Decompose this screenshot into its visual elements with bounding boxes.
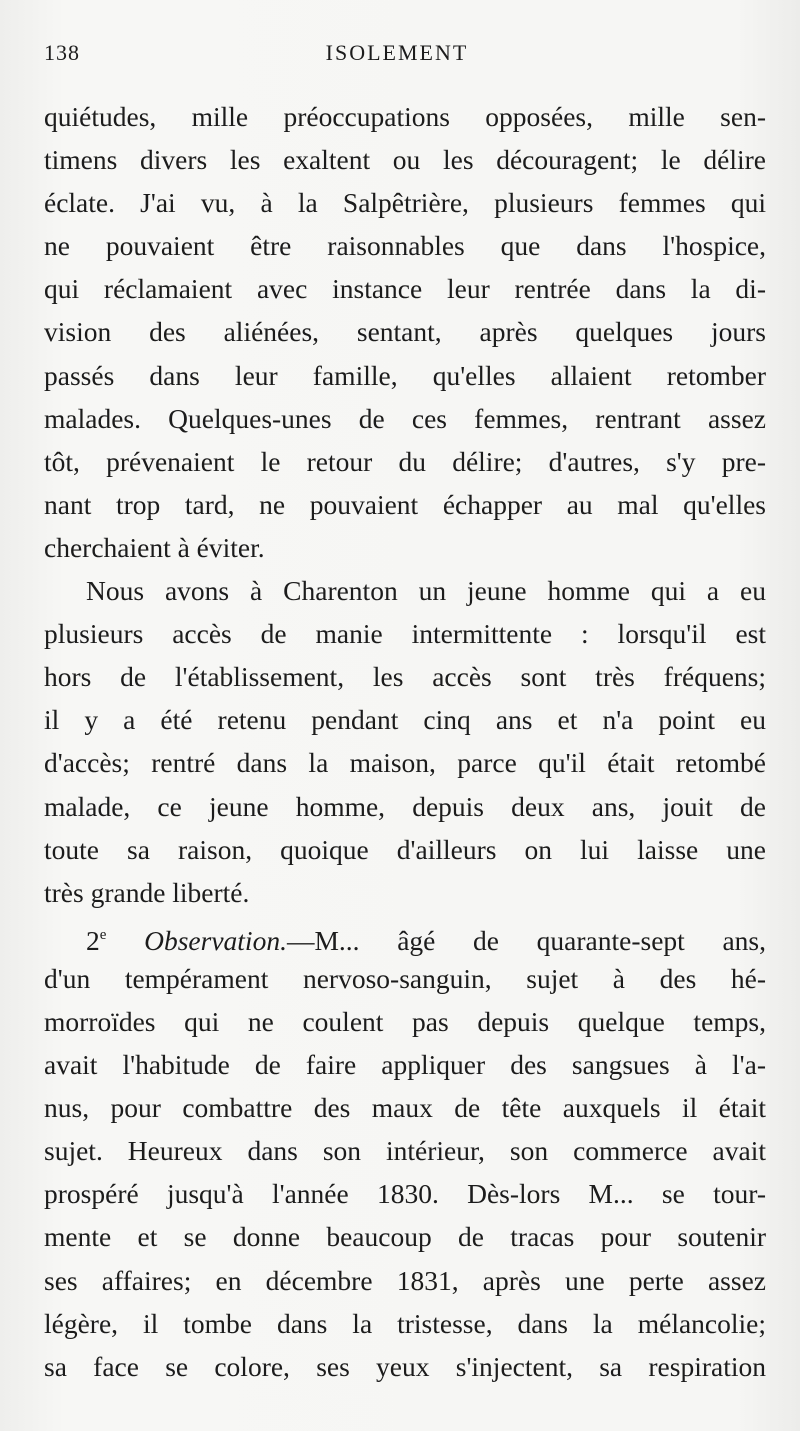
page-number: 138 [44, 40, 80, 65]
page-header-title: ISOLEMENT [325, 40, 469, 65]
observation-title: Observation. [144, 924, 287, 956]
text-line: il y a été retenu pendant cinq ans et n'a point eu [44, 704, 766, 736]
text-line: cherchaient à éviter. [44, 531, 265, 563]
observation-heading-line [44, 914, 766, 957]
text-line: ne pouvaient être raisonnables que dans l'hospice, [44, 230, 766, 262]
text-line: tôt, prévenaient le retour du délire; d'autres, s'y pre- [44, 445, 766, 477]
text-line: avait l'habitude de faire appliquer des sangsues à l'a- [44, 1049, 766, 1081]
running-head [44, 40, 750, 74]
text-line: d'accès; rentré dans la maison, parce qu'il était retombé [44, 747, 766, 779]
text-line: quiétudes, mille préoccupations opposées, mille sen- [44, 101, 766, 132]
text-line: qui réclamaient avec instance leur rentrée dans la di- [44, 273, 766, 305]
text-line: prospéré jusqu'à l'année 1830. Dès-lors M... se tour- [44, 1178, 766, 1210]
text-line: sujet. Heureux dans son intérieur, son commerce avait [44, 1135, 766, 1167]
text-line: hors de l'établissement, les accès sont très fréquens; [44, 661, 766, 693]
text-line: vision des aliénées, sentant, après quelques jours [44, 316, 766, 348]
text-line: d'un tempérament nervoso-sanguin, sujet à des hé- [44, 962, 766, 994]
text-line: légère, il tombe dans la tristesse, dans la mélancolie; [44, 1307, 766, 1339]
text-line: mente et se donne beaucoup de tracas pour soutenir [44, 1221, 766, 1253]
text-line: plusieurs accès de manie intermittente : lorsqu'il est [44, 618, 766, 650]
text-line: malade, ce jeune homme, depuis deux ans, jouit de [44, 790, 766, 822]
text-line: sa face se colore, ses yeux s'injectent, sa respiration [44, 1350, 766, 1382]
text-line: ses affaires; en décembre 1831, après une perte assez [44, 1264, 766, 1296]
text-line: éclate. J'ai vu, à la Salpêtrière, plusieurs femmes qui [44, 187, 766, 219]
text-line: morroïdes qui ne coulent pas depuis quelque temps, [44, 1005, 766, 1037]
observation-number: 2 [86, 924, 100, 956]
body-text [44, 95, 766, 1388]
observation-superscript: e [99, 926, 107, 943]
observation-heading-rest: —M... âgé de quarante-sept ans, [286, 924, 767, 956]
text-line: très grande liberté. [44, 876, 250, 908]
text-line: nus, pour combattre des maux de tête auxquels il était [44, 1092, 766, 1124]
text-line: Nous avons à Charenton un jeune homme qui a eu [86, 575, 766, 607]
text-line: malades. Quelques-unes de ces femmes, rentrant assez [44, 402, 766, 434]
text-line: toute sa raison, quoique d'ailleurs on lui laisse une [44, 833, 766, 865]
text-line: nant trop tard, ne pouvaient échapper au mal qu'elles [44, 488, 766, 520]
text-line: passés dans leur famille, qu'elles allaient retomber [44, 359, 766, 391]
text-line: timens divers les exaltent ou les découragent; le délire [44, 144, 766, 176]
